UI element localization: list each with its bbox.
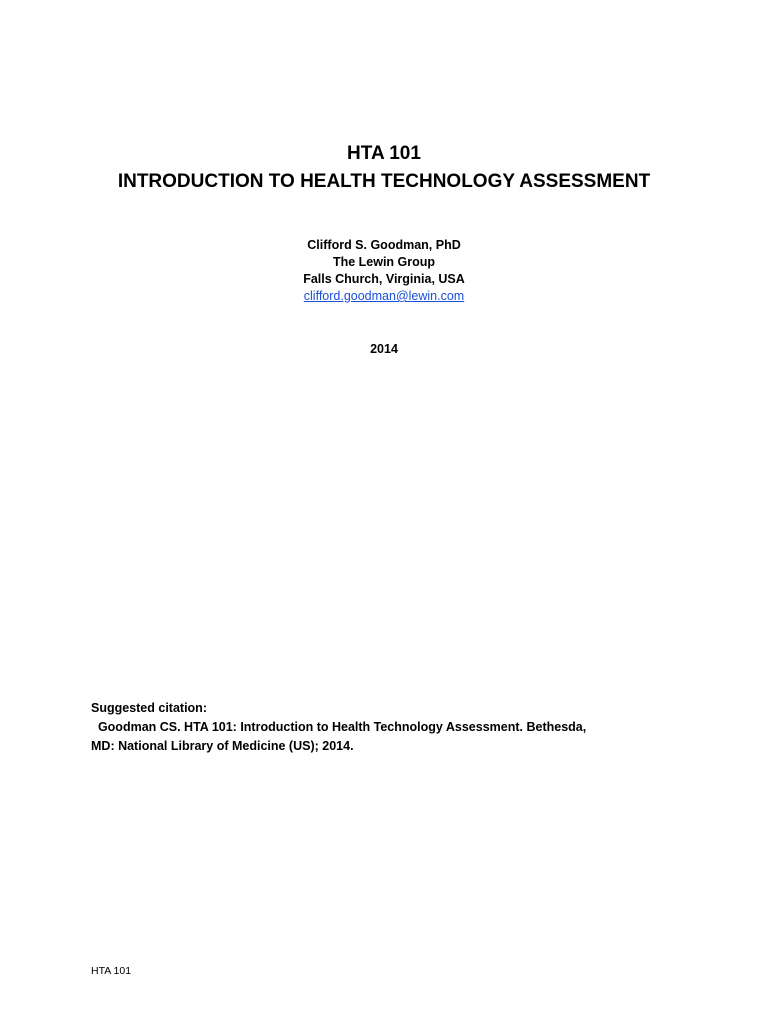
author-location: Falls Church, Virginia, USA bbox=[303, 272, 465, 286]
citation-text-line1: Goodman CS. HTA 101: Introduction to Health Technology Assessment. Bethesda, bbox=[91, 720, 587, 734]
suggested-citation bbox=[91, 699, 681, 756]
document-title-line1: HTA 101 bbox=[347, 143, 421, 164]
author-name: Clifford S. Goodman, PhD bbox=[307, 238, 461, 252]
author-organization: The Lewin Group bbox=[332, 255, 436, 269]
author-email-link[interactable]: clifford.goodman@lewin.com bbox=[303, 289, 465, 303]
document-title-line2: INTRODUCTION TO HEALTH TECHNOLOGY ASSESSMENT bbox=[117, 171, 651, 192]
publication-year: 2014 bbox=[370, 342, 398, 356]
page-footer: HTA 101 bbox=[91, 965, 132, 977]
author-block bbox=[0, 237, 768, 305]
citation-text-line2: MD: National Library of Medicine (US); 2014. bbox=[91, 739, 354, 753]
citation-label: Suggested citation: bbox=[91, 701, 207, 715]
title-block bbox=[0, 140, 768, 196]
